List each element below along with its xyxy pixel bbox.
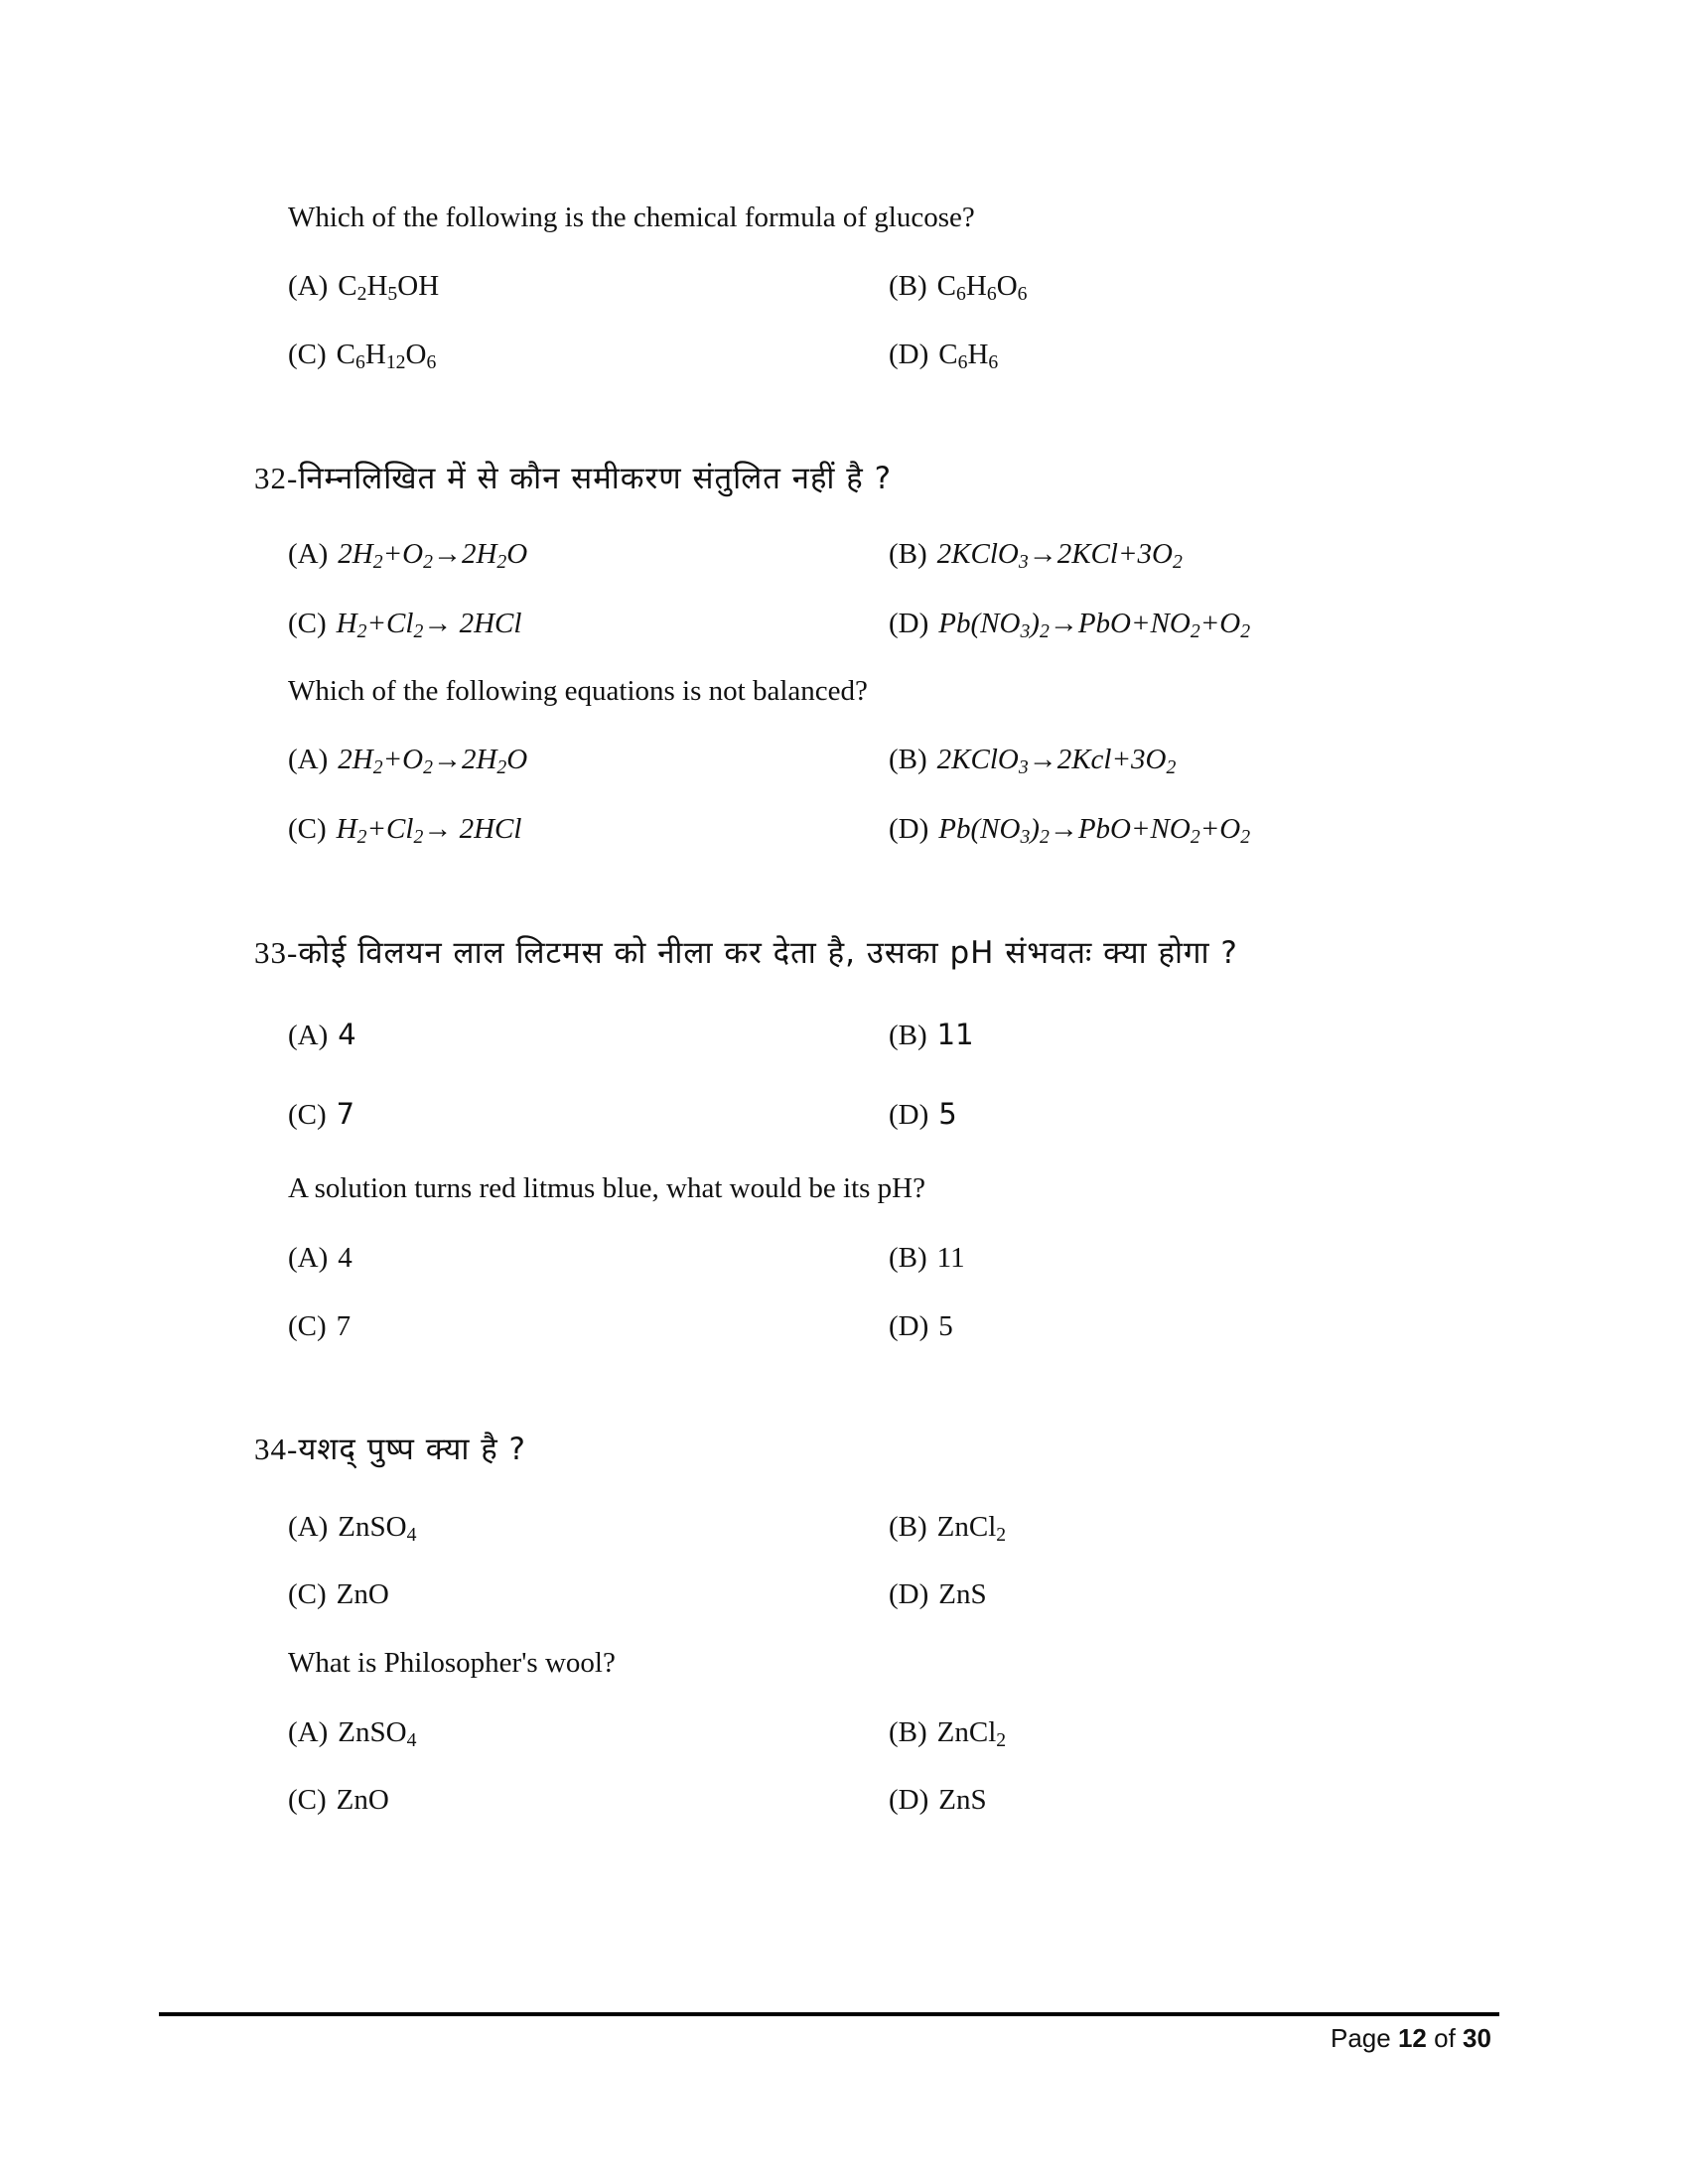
q31-en-option-a xyxy=(288,270,440,305)
q33-en-option-b xyxy=(889,1244,965,1273)
option-value: $2KClO_3\to 2KCl+3O_2$ xyxy=(936,538,1183,573)
option-label: (D) xyxy=(889,608,929,639)
option-value: 4 xyxy=(338,1018,356,1051)
option-label: (A) xyxy=(288,538,329,570)
question-number: 32- xyxy=(254,461,299,495)
option-value: ZnS xyxy=(938,1578,987,1610)
footer-divider xyxy=(159,2012,1499,2016)
q32-hi-option-a xyxy=(288,538,528,573)
q32-hi-option-b xyxy=(889,538,1183,573)
option-value: $C_6H_6O_6$ xyxy=(936,270,1028,305)
option-value: 11 xyxy=(936,1242,965,1274)
q34-hi-option-c xyxy=(288,1580,389,1609)
q34-en-option-b xyxy=(889,1716,1007,1751)
option-value: 5 xyxy=(938,1097,957,1131)
option-label: (D) xyxy=(889,1310,929,1342)
option-label: (A) xyxy=(288,1716,329,1748)
option-label: (C) xyxy=(288,1784,327,1816)
q32-en-option-a xyxy=(288,744,528,778)
option-value: $C_6H_{12}O_6$ xyxy=(336,339,437,373)
page-number xyxy=(1331,2023,1491,2054)
option-label: (D) xyxy=(889,813,929,845)
option-label: (C) xyxy=(288,1310,327,1342)
option-value: $2H_2+O_2\to 2H_2O$ xyxy=(338,744,528,778)
option-label: (A) xyxy=(288,744,329,775)
option-value: 11 xyxy=(936,1018,974,1051)
q33-hi-option-a xyxy=(288,1018,356,1051)
option-value: $2H_2+O_2\to 2H_2O$ xyxy=(338,538,528,573)
option-label: (C) xyxy=(288,339,327,370)
option-label: (C) xyxy=(288,1578,327,1610)
option-value: 7 xyxy=(336,1097,355,1131)
option-label: (D) xyxy=(889,1099,929,1131)
option-value: 7 xyxy=(336,1310,352,1342)
q33-en-option-a xyxy=(288,1244,352,1273)
q34-hi-option-b xyxy=(889,1511,1007,1546)
option-label: (B) xyxy=(889,538,927,570)
q31-en-option-c xyxy=(288,339,437,373)
option-label: (D) xyxy=(889,1784,929,1816)
q34-hi-option-d xyxy=(889,1580,987,1609)
q33-en-option-c xyxy=(288,1312,351,1341)
q34-en-option-c xyxy=(288,1786,389,1815)
option-label: (C) xyxy=(288,608,327,639)
q33-hi-option-d xyxy=(889,1097,957,1131)
option-value: $2KClO_3\to 2Kcl+3O_2$ xyxy=(936,744,1177,778)
question-33-hindi xyxy=(254,937,1238,969)
option-label: (A) xyxy=(288,1020,329,1051)
q33-hi-option-b xyxy=(889,1018,974,1051)
option-value: ZnO xyxy=(336,1578,389,1610)
q34-hi-option-a xyxy=(288,1511,417,1546)
option-label: (A) xyxy=(288,1511,329,1543)
question-32-hindi-text: निम्नलिखित में से कौन समीकरण संतुलित नहीं है ? xyxy=(298,461,893,496)
option-value: ZnO xyxy=(336,1784,389,1816)
current-page: 12 xyxy=(1397,2023,1427,2053)
option-label: (D) xyxy=(889,339,929,370)
question-33-hindi-text: कोई विलयन लाल लिटमस को नीला कर देता है, उसका pH संभवतः क्या होगा ? xyxy=(298,935,1238,971)
option-label: (B) xyxy=(889,1242,927,1274)
question-32-english-text: Which of the following equations is not balanced? xyxy=(288,675,868,707)
q33-hi-option-c xyxy=(288,1097,355,1131)
q32-en-option-d xyxy=(889,813,1251,848)
option-label: (B) xyxy=(889,270,927,302)
question-34-hindi-text: यशद् पुष्प क्या है ? xyxy=(298,1432,526,1467)
question-33-english-text: A solution turns red litmus blue, what would be its pH? xyxy=(288,1172,925,1204)
option-value: 4 xyxy=(338,1242,352,1274)
of-label: of xyxy=(1434,2023,1456,2053)
question-34-english-text: What is Philosopher's wool? xyxy=(288,1647,616,1679)
option-label: (B) xyxy=(889,1511,927,1543)
option-value: $C_6H_6$ xyxy=(938,339,999,373)
q34-en-option-d xyxy=(889,1786,987,1815)
total-pages: 30 xyxy=(1463,2023,1491,2053)
page-label: Page xyxy=(1331,2023,1391,2053)
option-value: ZnSO$_4$ xyxy=(338,1511,417,1546)
option-value: $C_2H_5OH$ xyxy=(338,270,440,305)
q31-en-option-d xyxy=(889,339,999,373)
option-value: ZnCl$_2$ xyxy=(936,1511,1007,1546)
option-value: $H_2+Cl_2\to 2HCl$ xyxy=(336,608,522,642)
q32-en-option-c xyxy=(288,813,522,848)
option-label: (B) xyxy=(889,744,927,775)
option-value: $Pb(NO_3)_2\to PbO+NO_2+O_2$ xyxy=(938,608,1251,642)
q32-hi-option-c xyxy=(288,608,522,642)
q33-en-option-d xyxy=(889,1312,953,1341)
option-value: $Pb(NO_3)_2\to PbO+NO_2+O_2$ xyxy=(938,813,1251,848)
question-32-hindi xyxy=(254,463,892,494)
option-value: ZnS xyxy=(938,1784,987,1816)
option-value: $H_2+Cl_2\to 2HCl$ xyxy=(336,813,522,848)
option-label: (C) xyxy=(288,813,327,845)
q32-hi-option-d xyxy=(889,608,1251,642)
option-value: ZnCl$_2$ xyxy=(936,1716,1007,1751)
option-value: 5 xyxy=(938,1310,953,1342)
option-label: (B) xyxy=(889,1716,927,1748)
question-34-hindi xyxy=(254,1433,526,1465)
q34-en-option-a xyxy=(288,1716,417,1751)
q32-en-option-b xyxy=(889,744,1177,778)
q31-en-option-b xyxy=(889,270,1028,305)
option-label: (C) xyxy=(288,1099,327,1131)
question-number: 34- xyxy=(254,1432,299,1466)
option-label: (D) xyxy=(889,1578,929,1610)
question-number: 33- xyxy=(254,935,299,970)
option-label: (A) xyxy=(288,270,329,302)
question-31-english-text: Which of the following is the chemical formula of glucose? xyxy=(288,202,975,233)
option-label: (A) xyxy=(288,1242,329,1274)
option-label: (B) xyxy=(889,1020,927,1051)
option-value: ZnSO$_4$ xyxy=(338,1716,417,1751)
